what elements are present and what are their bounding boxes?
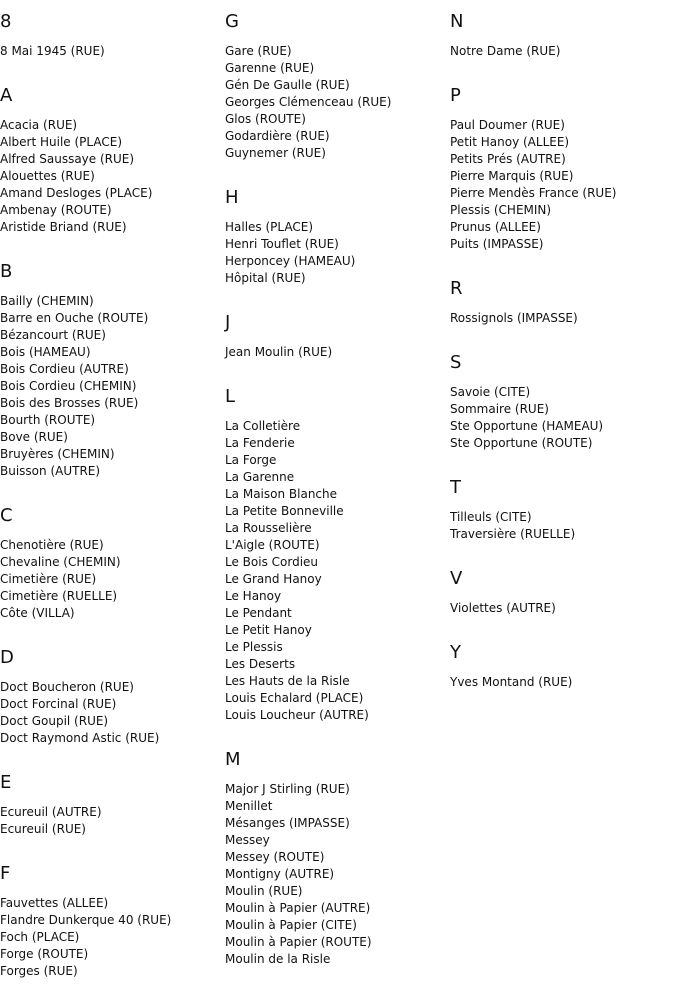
street-link[interactable]: La Garenne	[225, 470, 295, 484]
street-list	[0, 895, 225, 980]
street-list	[0, 537, 225, 622]
street-link[interactable]: Halles (PLACE)	[225, 220, 314, 234]
street-link[interactable]: Sommaire (RUE)	[450, 402, 549, 416]
street-link[interactable]: Doct Boucheron (RUE)	[0, 680, 134, 694]
section-letter-heading: Y	[450, 642, 461, 663]
street-link[interactable]: Doct Forcinal (RUE)	[0, 697, 117, 711]
street-list	[0, 804, 225, 838]
street-list	[450, 43, 675, 60]
street-list	[225, 219, 450, 287]
street-link[interactable]: Bois Cordieu (AUTRE)	[0, 362, 129, 376]
street-link[interactable]: Garenne (RUE)	[225, 61, 315, 75]
letter-section	[450, 83, 675, 253]
section-letter-heading: F	[0, 863, 11, 884]
street-link[interactable]: Foch (PLACE)	[0, 930, 80, 944]
letter-section	[450, 640, 675, 691]
section-letter-heading: T	[450, 477, 461, 498]
letter-section	[225, 185, 450, 287]
letter-section	[225, 310, 450, 361]
street-list	[450, 117, 675, 253]
street-link[interactable]: Flandre Dunkerque 40 (RUE)	[0, 913, 172, 927]
letter-section	[225, 384, 450, 724]
street-link[interactable]: Bruyères (CHEMIN)	[0, 447, 115, 461]
street-list	[0, 43, 225, 60]
letter-section	[0, 503, 225, 622]
street-link[interactable]: La Petite Bonneville	[225, 504, 344, 518]
street-link[interactable]: Moulin à Papier (CITE)	[225, 918, 357, 932]
section-letter-heading: V	[450, 568, 463, 589]
section-letter-heading: G	[225, 11, 239, 32]
street-index-column-1	[0, 9, 225, 1003]
letter-section	[0, 259, 225, 480]
letter-section	[450, 475, 675, 543]
street-link[interactable]: Bois des Brosses (RUE)	[0, 396, 139, 410]
street-link[interactable]: Violettes (AUTRE)	[450, 601, 556, 615]
street-link[interactable]: Traversière (RUELLE)	[450, 527, 576, 541]
letter-section	[0, 9, 225, 60]
street-link[interactable]: Guynemer (RUE)	[225, 146, 326, 160]
street-link[interactable]: Doct Goupil (RUE)	[0, 714, 109, 728]
street-link[interactable]: Moulin de la Risle	[225, 952, 331, 966]
street-link[interactable]: Puits (IMPASSE)	[450, 237, 544, 251]
street-link[interactable]: Alfred Saussaye (RUE)	[0, 152, 135, 166]
street-link[interactable]: Moulin à Papier (ROUTE)	[225, 935, 372, 949]
street-link[interactable]: Ambenay (ROUTE)	[0, 203, 112, 217]
street-link[interactable]: Cimetière (RUELLE)	[0, 589, 118, 603]
street-link[interactable]: Alouettes (RUE)	[0, 169, 95, 183]
street-link[interactable]: Paul Doumer (RUE)	[450, 118, 565, 132]
section-letter-heading: D	[0, 647, 14, 668]
section-letter-heading: M	[225, 749, 241, 770]
letter-section	[450, 9, 675, 60]
street-link[interactable]: Chevaline (CHEMIN)	[0, 555, 121, 569]
section-letter-heading: L	[225, 386, 236, 407]
street-link[interactable]: Bourth (ROUTE)	[0, 413, 96, 427]
street-link[interactable]: Gare (RUE)	[225, 44, 292, 58]
street-link[interactable]: Le Petit Hanoy	[225, 623, 312, 637]
street-link[interactable]: Le Pendant	[225, 606, 292, 620]
street-link[interactable]: Montigny (AUTRE)	[225, 867, 335, 881]
street-link[interactable]: Pierre Marquis (RUE)	[450, 169, 574, 183]
street-link[interactable]: Cimetière (RUE)	[0, 572, 97, 586]
street-link[interactable]: Rossignols (IMPASSE)	[450, 311, 578, 325]
street-list	[0, 293, 225, 480]
street-link[interactable]: Le Grand Hanoy	[225, 572, 322, 586]
section-letter-heading: P	[450, 85, 461, 106]
letter-section	[450, 566, 675, 617]
street-link[interactable]: Fauvettes (ALLEE)	[0, 896, 109, 910]
street-link[interactable]: Doct Raymond Astic (RUE)	[0, 731, 160, 745]
section-letter-heading: R	[450, 278, 463, 299]
street-link[interactable]: Chenotière (RUE)	[0, 538, 104, 552]
street-list	[450, 384, 675, 452]
street-link[interactable]: Les Deserts	[225, 657, 296, 671]
section-letter-heading: E	[0, 772, 12, 793]
section-letter-heading: H	[225, 187, 239, 208]
street-link[interactable]: Savoie (CITE)	[450, 385, 531, 399]
street-list	[225, 781, 450, 968]
letter-section	[225, 9, 450, 162]
letter-section	[0, 770, 225, 838]
street-list	[225, 344, 450, 361]
street-link[interactable]: Herponcey (HAMEAU)	[225, 254, 356, 268]
street-list	[450, 509, 675, 543]
street-link[interactable]: Bove (RUE)	[0, 430, 68, 444]
street-link[interactable]: Côte (VILLA)	[0, 606, 75, 620]
street-index-column-2	[225, 9, 450, 991]
letter-section	[0, 83, 225, 236]
street-link[interactable]: Mésanges (IMPASSE)	[225, 816, 350, 830]
street-list	[0, 117, 225, 236]
street-link[interactable]: Hôpital (RUE)	[225, 271, 306, 285]
section-letter-heading: S	[450, 352, 462, 373]
street-link[interactable]: Acacia (RUE)	[0, 118, 78, 132]
street-link[interactable]: La Fenderie	[225, 436, 295, 450]
street-link[interactable]: Bailly (CHEMIN)	[0, 294, 94, 308]
street-list	[0, 679, 225, 747]
street-link[interactable]: Moulin à Papier (AUTRE)	[225, 901, 371, 915]
section-letter-heading: A	[0, 85, 13, 106]
street-list	[450, 310, 675, 327]
street-link[interactable]: 8 Mai 1945 (RUE)	[0, 44, 105, 58]
street-list	[450, 600, 675, 617]
street-link[interactable]: Buisson (AUTRE)	[0, 464, 101, 478]
street-link[interactable]: L'Aigle (ROUTE)	[225, 538, 320, 552]
street-link[interactable]: Aristide Briand (RUE)	[0, 220, 127, 234]
street-link[interactable]: Petits Prés (AUTRE)	[450, 152, 566, 166]
street-link[interactable]: Major J Stirling (RUE)	[225, 782, 350, 796]
street-link[interactable]: Bois (HAMEAU)	[0, 345, 91, 359]
street-link[interactable]: Les Hauts de la Risle	[225, 674, 350, 688]
street-link[interactable]: Prunus (ALLEE)	[450, 220, 541, 234]
street-index-column-3	[450, 9, 675, 714]
street-link[interactable]: Bois Cordieu (CHEMIN)	[0, 379, 137, 393]
street-list	[225, 418, 450, 724]
letter-section	[225, 747, 450, 968]
street-link[interactable]: La Rousselière	[225, 521, 312, 535]
letter-section	[0, 645, 225, 747]
street-link[interactable]: Louis Loucheur (AUTRE)	[225, 708, 369, 722]
street-link[interactable]: Ecureuil (AUTRE)	[0, 805, 102, 819]
section-letter-heading: N	[450, 11, 464, 32]
street-link[interactable]: Ste Opportune (HAMEAU)	[450, 419, 604, 433]
street-link[interactable]: Gén De Gaulle (RUE)	[225, 78, 350, 92]
street-link[interactable]: Yves Montand (RUE)	[450, 675, 573, 689]
letter-section	[0, 861, 225, 980]
street-link[interactable]: Plessis (CHEMIN)	[450, 203, 552, 217]
street-link[interactable]: Messey (ROUTE)	[225, 850, 325, 864]
street-link[interactable]: Ecureuil (RUE)	[0, 822, 86, 836]
street-link[interactable]: Ste Opportune (ROUTE)	[450, 436, 593, 450]
street-link[interactable]: Le Hanoy	[225, 589, 282, 603]
street-link[interactable]: La Maison Blanche	[225, 487, 338, 501]
section-letter-heading: C	[0, 505, 13, 526]
street-link[interactable]: Le Bois Cordieu	[225, 555, 319, 569]
street-link[interactable]: Albert Huile (PLACE)	[0, 135, 123, 149]
section-letter-heading: 8	[0, 11, 12, 32]
street-link[interactable]: La Forge	[225, 453, 277, 467]
street-link[interactable]: Menillet	[225, 799, 273, 813]
street-link[interactable]: Notre Dame (RUE)	[450, 44, 561, 58]
section-letter-heading: B	[0, 261, 13, 282]
street-link[interactable]: Forge (ROUTE)	[0, 947, 89, 961]
street-link[interactable]: Glos (ROUTE)	[225, 112, 306, 126]
street-link[interactable]: Henri Touflet (RUE)	[225, 237, 339, 251]
street-link[interactable]: Amand Desloges (PLACE)	[0, 186, 153, 200]
street-link[interactable]: Pierre Mendès France (RUE)	[450, 186, 617, 200]
street-link[interactable]: Le Plessis	[225, 640, 283, 654]
street-link[interactable]: Messey	[225, 833, 270, 847]
street-link[interactable]: Forges (RUE)	[0, 964, 78, 978]
street-link[interactable]: Georges Clémenceau (RUE)	[225, 95, 392, 109]
street-list	[225, 43, 450, 162]
street-link[interactable]: Petit Hanoy (ALLEE)	[450, 135, 570, 149]
street-link[interactable]: Godardière (RUE)	[225, 129, 330, 143]
street-list	[450, 674, 675, 691]
street-link[interactable]: La Colletière	[225, 419, 301, 433]
street-link[interactable]: Tilleuls (CITE)	[450, 510, 532, 524]
letter-section	[450, 276, 675, 327]
street-link[interactable]: Jean Moulin (RUE)	[225, 345, 333, 359]
street-link[interactable]: Barre en Ouche (ROUTE)	[0, 311, 149, 325]
street-link[interactable]: Bézancourt (RUE)	[0, 328, 106, 342]
street-link[interactable]: Louis Echalard (PLACE)	[225, 691, 364, 705]
section-letter-heading: J	[225, 312, 231, 333]
letter-section	[450, 350, 675, 452]
street-link[interactable]: Moulin (RUE)	[225, 884, 303, 898]
